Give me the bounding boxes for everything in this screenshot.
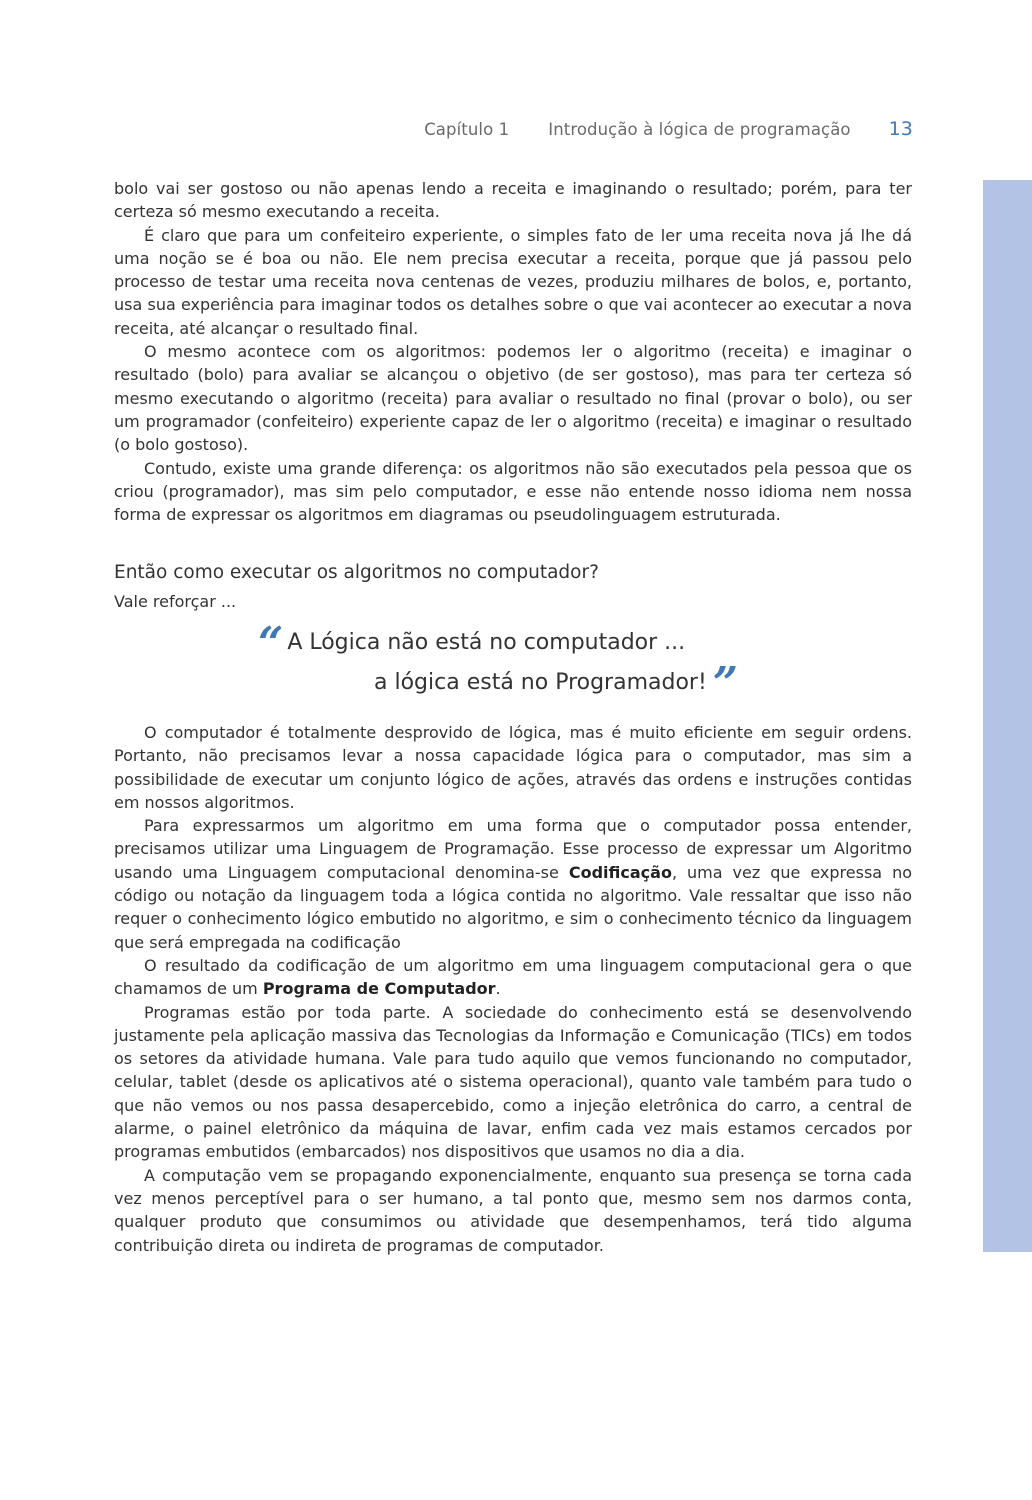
paragraph: O mesmo acontece com os algoritmos: podemos ler o algoritmo (receita) e imaginar o resultado (bolo) para avaliar se alcançou o objetivo (de ser gostoso), mas para ter certeza só mesmo executando o algoritmo (receita) para avaliar o resultado no final (provar o bolo), ou ser um programador (confeiteiro) experiente capaz de ler o algoritmo (receita) e imaginar o resultado (o bolo gostoso). <box>114 342 912 455</box>
running-header <box>0 118 913 140</box>
paragraph-codificacao <box>114 814 912 954</box>
paragraph: Programas estão por toda parte. A sociedade do conhecimento está se desenvolvendo justamente pela aplicação massiva das Tecnologias da Informação e Comunicação (TICs) em todos os setores da atividade humana. Vale para tudo aquilo que vemos funcionando no computador, celular, tablet (desde os aplicativos até o sistema operacional), quanto vale também para tudo o que não vemos ou nos passa desapercebido, como a injeção eletrônica do carro, a central de alarme, o painel eletrônico da máquina de lavar, enfim cada vez mais estamos cercados por programas embutidos (embarcados) nos dispositivos que usamos no dia a dia. <box>114 1002 912 1162</box>
bold-term-programa: Programa de Computador <box>262 979 496 999</box>
pull-quote <box>258 618 818 710</box>
paragraph-programa <box>114 954 912 1001</box>
lead-in-text: Vale reforçar ... <box>114 592 237 611</box>
bold-term-codificacao: Codificação <box>568 862 672 882</box>
chapter-label: Capítulo 1 <box>424 120 510 139</box>
body-text-bottom <box>114 721 912 1257</box>
paragraph-text: Para expressarmos um algoritmo em uma forma que o computador possa entender, precisamos utilizar uma Linguagem de Programação. Esse processo de expressar um Algoritmo usando uma Linguagem computacional denomina-se <box>114 816 912 882</box>
paragraph: É claro que para um confeiteiro experiente, o simples fato de ler uma receita nova já lhe dá uma noção se é boa ou não. Ele nem precisa executar a receita, porque que já passou pelo processo de testar uma receita nova centenas de vezes, produziu milhares de bolos, e, portanto, usa sua experiência para imaginar todos os detalhes sobre o que vai acontecer ao executar a nova receita, até alcançar o resultado final. <box>114 225 912 338</box>
quote-text-2: a lógica está no Programador! <box>374 670 707 695</box>
close-quote-mark: ” <box>712 658 739 709</box>
paragraph: O computador é totalmente desprovido de lógica, mas é muito eficiente em seguir ordens. Portanto, não precisamos levar a nossa capacidade lógica para o computador, mas sim a possibilidade de executar um conjunto lógico de ações, através das ordens e instruções contidas em nossos algoritmos. <box>114 723 912 812</box>
paragraph-text: . <box>495 979 501 999</box>
paragraph: Contudo, existe uma grande diferença: os algoritmos não são executados pela pessoa que os criou (programador), mas sim pelo computador, e esse não entende nosso idioma nem nossa forma de expressar os algoritmos em diagramas ou pseudolinguagem estruturada. <box>114 458 912 525</box>
quote-line-1 <box>258 618 686 669</box>
section-question-heading: Então como executar os algoritmos no computador? <box>114 562 599 583</box>
page-number: 13 <box>888 118 913 140</box>
quote-text-1: A Lógica não está no computador ... <box>287 630 686 655</box>
chapter-side-tab <box>983 180 1032 1252</box>
quote-line-2 <box>374 658 739 709</box>
paragraph-text: O resultado da codificação de um algoritmo em uma linguagem computacional gera o que chamamos de um <box>114 955 912 999</box>
open-quote-mark: “ <box>258 618 284 669</box>
section-title: Introdução à lógica de programação <box>548 120 851 139</box>
paragraph: A computação vem se propagando exponencialmente, enquanto sua presença se torna cada vez menos perceptível para o ser humano, a tal ponto que, mesmo sem nos darmos conta, qualquer produto que consumimos ou atividade que desempenhamos, terá tido alguma contribuição direta ou indireta de programas de computador. <box>114 1165 912 1255</box>
body-text-top <box>114 177 912 526</box>
paragraph-text: , uma vez que expressa no código ou notação da linguagem toda a lógica contida no algoritmo. Vale ressaltar que isso não requer o conhecimento lógico embutido no algoritmo, e sim o conhecimento técnico da linguagem que será empregada na codificação <box>114 862 913 952</box>
paragraph: bolo vai ser gostoso ou não apenas lendo a receita e imaginando o resultado; porém, para ter certeza só mesmo executando a receita. <box>114 179 912 222</box>
